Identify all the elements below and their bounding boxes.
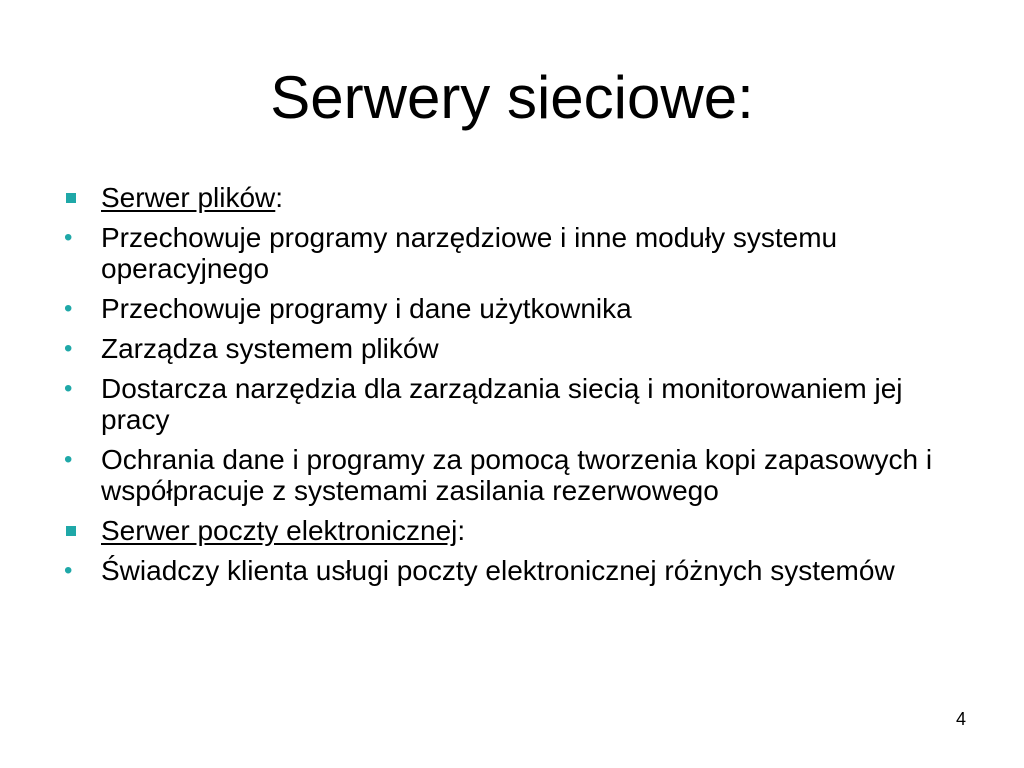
list-item (64, 555, 964, 586)
list-item-text: Ochrania dane i programy za pomocą tworzenia kopi zapasowych i współpracuje z systemami zasilania rezerwowego (101, 444, 933, 506)
dot-bullet-icon: • (64, 446, 73, 473)
dot-bullet-icon: • (64, 335, 73, 362)
list-item-text: Świadczy klienta usługi poczty elektronicznej różnych systemów (101, 555, 895, 586)
list-item (64, 373, 964, 435)
list-item (64, 444, 964, 506)
list-item (64, 222, 964, 284)
list-item-text: Zarządza systemem plików (101, 333, 439, 364)
dot-bullet-icon: • (64, 295, 73, 322)
dot-bullet-icon: • (64, 557, 73, 584)
list-item-mail-server (64, 515, 964, 546)
heading-colon: : (457, 515, 466, 546)
heading-colon: : (275, 182, 284, 213)
list-item (64, 293, 964, 324)
list-item (64, 333, 964, 364)
bullet-list (64, 182, 964, 595)
slide-title: Serwery sieciowe: (270, 64, 754, 131)
list-item-text: Przechowuje programy narzędziowe i inne moduły systemu operacyjnego (101, 222, 838, 284)
section-heading-mail-server: Serwer poczty elektronicznej (101, 515, 458, 546)
list-item-text: Dostarcza narzędzia dla zarządzania siecią i monitorowaniem jej pracy (101, 373, 903, 435)
square-bullet-icon (66, 193, 76, 203)
dot-bullet-icon: • (64, 224, 73, 251)
list-item-text: Przechowuje programy i dane użytkownika (101, 293, 632, 324)
section-heading-file-server: Serwer plików (101, 182, 276, 213)
page-number: 4 (955, 709, 966, 729)
list-item-file-server (64, 182, 964, 213)
square-bullet-icon (66, 526, 76, 536)
dot-bullet-icon: • (64, 375, 73, 402)
